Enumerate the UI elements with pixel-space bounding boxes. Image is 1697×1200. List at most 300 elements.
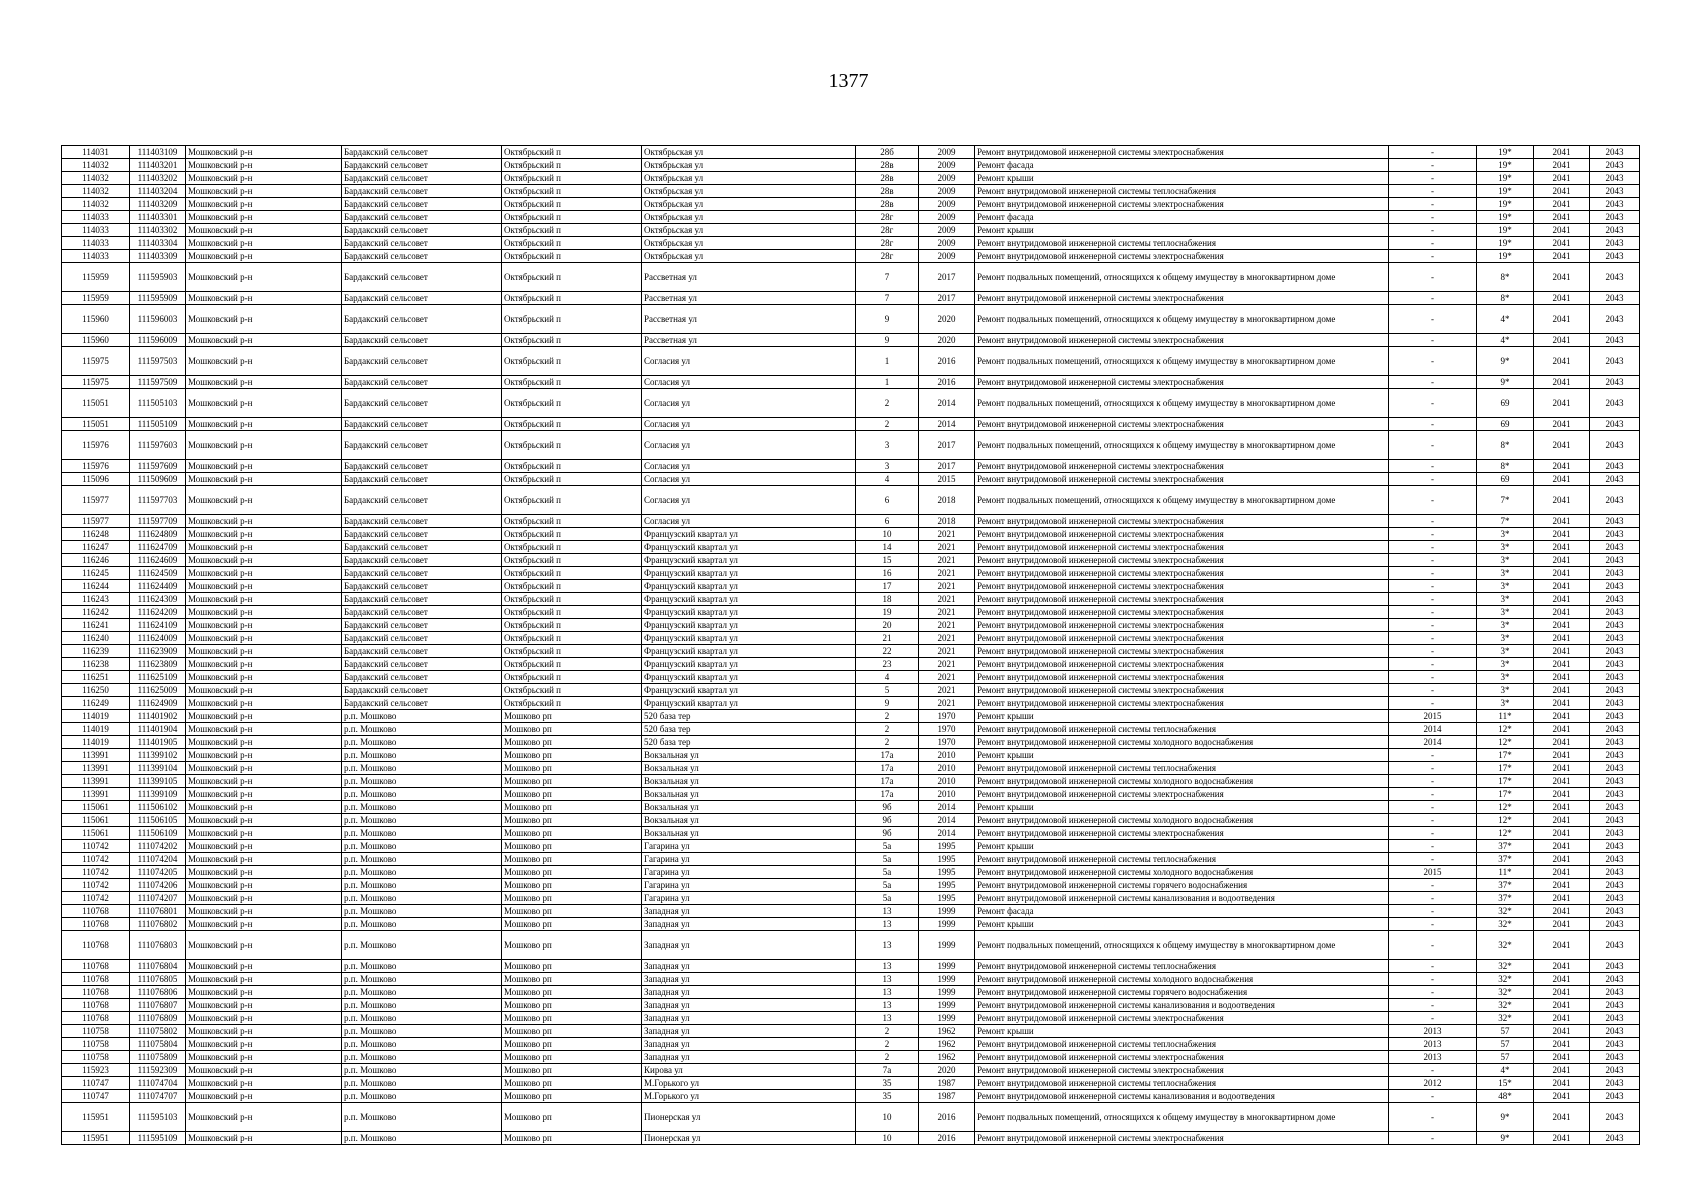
cell-plan-start-year: 2041: [1534, 684, 1590, 697]
cell-street: Октябрьская ул: [642, 185, 856, 198]
cell-plan-start-year: 2041: [1534, 1051, 1590, 1064]
cell-object-id: 115977: [62, 486, 130, 515]
cell-house-number: 5а: [856, 892, 919, 905]
cell-last-repair-year: -: [1389, 684, 1477, 697]
cell-object-id: 115977: [62, 515, 130, 528]
cell-plan-end-year: 2043: [1590, 554, 1640, 567]
cell-build-year: 2009: [919, 250, 975, 263]
cell-street: Французский квартал ул: [642, 619, 856, 632]
cell-last-repair-year: -: [1389, 918, 1477, 931]
table-row: [62, 528, 1640, 541]
cell-object-id: 114032: [62, 172, 130, 185]
cell-plan-start-year: 2041: [1534, 146, 1590, 159]
cell-plan-start-year: 2041: [1534, 198, 1590, 211]
cell-house-number: 13: [856, 973, 919, 986]
cell-work-type: Ремонт внутридомовой инженерной системы электроснабжения: [975, 632, 1389, 645]
cell-wear-percent: 12*: [1477, 814, 1534, 827]
cell-plan-start-year: 2041: [1534, 632, 1590, 645]
cell-locality: Октябрьский п: [502, 237, 642, 250]
cell-work-id: 111074204: [130, 853, 186, 866]
table-row: [62, 866, 1640, 879]
cell-build-year: 1999: [919, 905, 975, 918]
table-row: [62, 762, 1640, 775]
cell-plan-start-year: 2041: [1534, 775, 1590, 788]
cell-wear-percent: 69: [1477, 389, 1534, 418]
cell-locality: Мошково рп: [502, 918, 642, 931]
cell-house-number: 5а: [856, 853, 919, 866]
cell-plan-start-year: 2041: [1534, 905, 1590, 918]
cell-house-number: 6: [856, 515, 919, 528]
cell-work-type: Ремонт внутридомовой инженерной системы электроснабжения: [975, 292, 1389, 305]
cell-wear-percent: 15*: [1477, 1077, 1534, 1090]
cell-plan-end-year: 2043: [1590, 632, 1640, 645]
cell-work-id: 111624509: [130, 567, 186, 580]
cell-house-number: 10: [856, 1103, 919, 1132]
cell-wear-percent: 37*: [1477, 853, 1534, 866]
cell-build-year: 1962: [919, 1051, 975, 1064]
cell-object-id: 110768: [62, 1012, 130, 1025]
cell-wear-percent: 9*: [1477, 376, 1534, 389]
cell-work-id: 111624909: [130, 697, 186, 710]
table-row: [62, 1077, 1640, 1090]
cell-last-repair-year: -: [1389, 788, 1477, 801]
cell-object-id: 115051: [62, 389, 130, 418]
cell-wear-percent: 3*: [1477, 554, 1534, 567]
cell-build-year: 1970: [919, 710, 975, 723]
cell-build-year: 2014: [919, 827, 975, 840]
table-row: [62, 684, 1640, 697]
cell-district: Мошковский р-н: [186, 389, 342, 418]
cell-build-year: 2017: [919, 460, 975, 473]
cell-district: Мошковский р-н: [186, 1064, 342, 1077]
table-row: [62, 1090, 1640, 1103]
cell-work-type: Ремонт внутридомовой инженерной системы холодного водоснабжения: [975, 866, 1389, 879]
cell-build-year: 1987: [919, 1090, 975, 1103]
cell-plan-start-year: 2041: [1534, 749, 1590, 762]
cell-locality: Мошково рп: [502, 960, 642, 973]
cell-work-type: Ремонт внутридомовой инженерной системы электроснабжения: [975, 593, 1389, 606]
cell-settlement: Бардакский сельсовет: [342, 554, 502, 567]
cell-house-number: 13: [856, 960, 919, 973]
cell-plan-end-year: 2043: [1590, 250, 1640, 263]
cell-work-id: 111625109: [130, 671, 186, 684]
cell-wear-percent: 19*: [1477, 172, 1534, 185]
cell-build-year: 1962: [919, 1025, 975, 1038]
cell-plan-start-year: 2041: [1534, 960, 1590, 973]
cell-work-type: Ремонт внутридомовой инженерной системы канализования и водоотведения: [975, 892, 1389, 905]
cell-locality: Мошково рп: [502, 1103, 642, 1132]
cell-object-id: 110768: [62, 999, 130, 1012]
cell-settlement: Бардакский сельсовет: [342, 224, 502, 237]
cell-work-type: Ремонт внутридомовой инженерной системы электроснабжения: [975, 198, 1389, 211]
cell-object-id: 114032: [62, 159, 130, 172]
table-row: [62, 473, 1640, 486]
cell-build-year: 1970: [919, 723, 975, 736]
cell-last-repair-year: -: [1389, 1012, 1477, 1025]
cell-settlement: Бардакский сельсовет: [342, 250, 502, 263]
cell-locality: Октябрьский п: [502, 418, 642, 431]
cell-district: Мошковский р-н: [186, 619, 342, 632]
cell-wear-percent: 32*: [1477, 960, 1534, 973]
cell-street: Октябрьская ул: [642, 198, 856, 211]
cell-locality: Октябрьский п: [502, 159, 642, 172]
cell-plan-end-year: 2043: [1590, 788, 1640, 801]
cell-settlement: Бардакский сельсовет: [342, 263, 502, 292]
cell-work-id: 111506102: [130, 801, 186, 814]
cell-work-type: Ремонт внутридомовой инженерной системы электроснабжения: [975, 827, 1389, 840]
table-row: [62, 460, 1640, 473]
cell-plan-end-year: 2043: [1590, 580, 1640, 593]
cell-object-id: 114019: [62, 723, 130, 736]
cell-work-id: 111595109: [130, 1132, 186, 1145]
cell-object-id: 116240: [62, 632, 130, 645]
cell-locality: Октябрьский п: [502, 172, 642, 185]
cell-work-id: 111592309: [130, 1064, 186, 1077]
cell-plan-end-year: 2043: [1590, 528, 1640, 541]
cell-build-year: 2016: [919, 376, 975, 389]
cell-plan-end-year: 2043: [1590, 840, 1640, 853]
cell-settlement: р.п. Мошково: [342, 918, 502, 931]
cell-district: Мошковский р-н: [186, 606, 342, 619]
cell-house-number: 17а: [856, 788, 919, 801]
cell-street: Французский квартал ул: [642, 580, 856, 593]
cell-settlement: р.п. Мошково: [342, 999, 502, 1012]
cell-wear-percent: 3*: [1477, 580, 1534, 593]
cell-settlement: Бардакский сельсовет: [342, 645, 502, 658]
cell-wear-percent: 17*: [1477, 788, 1534, 801]
cell-work-type: Ремонт крыши: [975, 801, 1389, 814]
cell-work-id: 111624209: [130, 606, 186, 619]
cell-settlement: р.п. Мошково: [342, 1132, 502, 1145]
cell-street: Западная ул: [642, 1051, 856, 1064]
cell-last-repair-year: -: [1389, 250, 1477, 263]
cell-settlement: р.п. Мошково: [342, 1077, 502, 1090]
cell-locality: Октябрьский п: [502, 198, 642, 211]
cell-work-type: Ремонт внутридомовой инженерной системы электроснабжения: [975, 1132, 1389, 1145]
cell-object-id: 110768: [62, 960, 130, 973]
cell-build-year: 2017: [919, 292, 975, 305]
cell-plan-end-year: 2043: [1590, 486, 1640, 515]
cell-settlement: р.п. Мошково: [342, 1051, 502, 1064]
table-row: [62, 347, 1640, 376]
cell-build-year: 1999: [919, 960, 975, 973]
cell-plan-start-year: 2041: [1534, 814, 1590, 827]
cell-district: Мошковский р-н: [186, 723, 342, 736]
cell-street: Французский квартал ул: [642, 658, 856, 671]
cell-house-number: 28г: [856, 250, 919, 263]
cell-locality: Октябрьский п: [502, 473, 642, 486]
cell-work-type: Ремонт внутридомовой инженерной системы теплоснабжения: [975, 960, 1389, 973]
cell-plan-end-year: 2043: [1590, 827, 1640, 840]
cell-build-year: 2014: [919, 418, 975, 431]
cell-build-year: 2017: [919, 431, 975, 460]
table-row: [62, 159, 1640, 172]
cell-locality: Октябрьский п: [502, 554, 642, 567]
cell-locality: Мошково рп: [502, 986, 642, 999]
cell-street: Французский квартал ул: [642, 528, 856, 541]
cell-house-number: 15: [856, 554, 919, 567]
cell-locality: Мошково рп: [502, 788, 642, 801]
cell-plan-start-year: 2041: [1534, 723, 1590, 736]
table-row: [62, 973, 1640, 986]
cell-wear-percent: 11*: [1477, 710, 1534, 723]
cell-house-number: 5а: [856, 879, 919, 892]
cell-street: М.Горького ул: [642, 1077, 856, 1090]
cell-wear-percent: 9*: [1477, 1132, 1534, 1145]
cell-plan-end-year: 2043: [1590, 905, 1640, 918]
table-row: [62, 554, 1640, 567]
cell-build-year: 2021: [919, 541, 975, 554]
cell-object-id: 116239: [62, 645, 130, 658]
cell-last-repair-year: -: [1389, 528, 1477, 541]
cell-district: Мошковский р-н: [186, 486, 342, 515]
cell-district: Мошковский р-н: [186, 1077, 342, 1090]
cell-last-repair-year: -: [1389, 347, 1477, 376]
table-row: [62, 879, 1640, 892]
cell-wear-percent: 8*: [1477, 263, 1534, 292]
cell-last-repair-year: -: [1389, 658, 1477, 671]
cell-work-id: 111076809: [130, 1012, 186, 1025]
cell-work-type: Ремонт внутридомовой инженерной системы холодного водоснабжения: [975, 775, 1389, 788]
cell-work-id: 111624109: [130, 619, 186, 632]
cell-wear-percent: 8*: [1477, 292, 1534, 305]
cell-house-number: 28в: [856, 198, 919, 211]
table-row: [62, 237, 1640, 250]
cell-plan-start-year: 2041: [1534, 376, 1590, 389]
cell-street: Октябрьская ул: [642, 211, 856, 224]
cell-wear-percent: 12*: [1477, 723, 1534, 736]
cell-wear-percent: 32*: [1477, 931, 1534, 960]
cell-street: 520 база тер: [642, 723, 856, 736]
cell-last-repair-year: -: [1389, 1090, 1477, 1103]
cell-plan-end-year: 2043: [1590, 710, 1640, 723]
cell-settlement: р.п. Мошково: [342, 905, 502, 918]
cell-settlement: р.п. Мошково: [342, 973, 502, 986]
cell-plan-end-year: 2043: [1590, 801, 1640, 814]
cell-locality: Октябрьский п: [502, 541, 642, 554]
cell-build-year: 2020: [919, 1064, 975, 1077]
cell-last-repair-year: 2014: [1389, 736, 1477, 749]
cell-work-id: 111624609: [130, 554, 186, 567]
cell-plan-end-year: 2043: [1590, 292, 1640, 305]
cell-object-id: 116238: [62, 658, 130, 671]
cell-house-number: 3: [856, 460, 919, 473]
cell-plan-end-year: 2043: [1590, 960, 1640, 973]
cell-plan-end-year: 2043: [1590, 515, 1640, 528]
cell-house-number: 19: [856, 606, 919, 619]
cell-district: Мошковский р-н: [186, 814, 342, 827]
cell-plan-start-year: 2041: [1534, 541, 1590, 554]
cell-locality: Октябрьский п: [502, 486, 642, 515]
cell-settlement: р.п. Мошково: [342, 866, 502, 879]
cell-work-type: Ремонт внутридомовой инженерной системы электроснабжения: [975, 1064, 1389, 1077]
cell-district: Мошковский р-н: [186, 593, 342, 606]
cell-district: Мошковский р-н: [186, 567, 342, 580]
cell-last-repair-year: -: [1389, 418, 1477, 431]
cell-last-repair-year: -: [1389, 973, 1477, 986]
cell-work-type: Ремонт внутридомовой инженерной системы электроснабжения: [975, 684, 1389, 697]
table-row: [62, 567, 1640, 580]
cell-work-id: 111399102: [130, 749, 186, 762]
table-row: [62, 986, 1640, 999]
cell-last-repair-year: -: [1389, 697, 1477, 710]
cell-last-repair-year: -: [1389, 1132, 1477, 1145]
cell-settlement: Бардакский сельсовет: [342, 473, 502, 486]
cell-plan-start-year: 2041: [1534, 1012, 1590, 1025]
cell-wear-percent: 19*: [1477, 224, 1534, 237]
cell-last-repair-year: -: [1389, 515, 1477, 528]
cell-locality: Мошково рп: [502, 723, 642, 736]
cell-wear-percent: 9*: [1477, 347, 1534, 376]
cell-house-number: 7: [856, 263, 919, 292]
cell-district: Мошковский р-н: [186, 146, 342, 159]
cell-house-number: 17а: [856, 775, 919, 788]
cell-work-id: 111075802: [130, 1025, 186, 1038]
cell-settlement: Бардакский сельсовет: [342, 593, 502, 606]
cell-street: Западная ул: [642, 1025, 856, 1038]
cell-work-type: Ремонт подвальных помещений, относящихся к общему имуществу в многоквартирном доме: [975, 931, 1389, 960]
cell-house-number: 2: [856, 736, 919, 749]
cell-build-year: 2015: [919, 473, 975, 486]
cell-locality: Мошково рп: [502, 1132, 642, 1145]
cell-wear-percent: 32*: [1477, 999, 1534, 1012]
cell-plan-end-year: 2043: [1590, 999, 1640, 1012]
cell-last-repair-year: -: [1389, 775, 1477, 788]
cell-house-number: 13: [856, 1012, 919, 1025]
cell-plan-end-year: 2043: [1590, 172, 1640, 185]
cell-build-year: 2010: [919, 788, 975, 801]
cell-object-id: 115061: [62, 814, 130, 827]
cell-plan-start-year: 2041: [1534, 418, 1590, 431]
cell-wear-percent: 3*: [1477, 541, 1534, 554]
cell-street: Гагарина ул: [642, 866, 856, 879]
cell-house-number: 28в: [856, 172, 919, 185]
cell-district: Мошковский р-н: [186, 376, 342, 389]
cell-house-number: 28б: [856, 146, 919, 159]
cell-house-number: 17: [856, 580, 919, 593]
cell-house-number: 18: [856, 593, 919, 606]
cell-settlement: Бардакский сельсовет: [342, 606, 502, 619]
cell-work-id: 111505103: [130, 389, 186, 418]
cell-settlement: Бардакский сельсовет: [342, 237, 502, 250]
cell-last-repair-year: -: [1389, 762, 1477, 775]
cell-object-id: 116245: [62, 567, 130, 580]
cell-work-id: 111074207: [130, 892, 186, 905]
cell-work-type: Ремонт внутридомовой инженерной системы теплоснабжения: [975, 853, 1389, 866]
cell-work-type: Ремонт внутридомовой инженерной системы теплоснабжения: [975, 185, 1389, 198]
cell-work-id: 111403309: [130, 250, 186, 263]
cell-plan-start-year: 2041: [1534, 211, 1590, 224]
cell-district: Мошковский р-н: [186, 580, 342, 593]
cell-locality: Мошково рп: [502, 1012, 642, 1025]
cell-work-type: Ремонт внутридомовой инженерной системы электроснабжения: [975, 697, 1389, 710]
cell-plan-start-year: 2041: [1534, 593, 1590, 606]
table-row: [62, 1038, 1640, 1051]
cell-house-number: 5а: [856, 866, 919, 879]
cell-build-year: 2009: [919, 146, 975, 159]
cell-wear-percent: 19*: [1477, 159, 1534, 172]
cell-work-type: Ремонт внутридомовой инженерной системы электроснабжения: [975, 658, 1389, 671]
cell-locality: Мошково рп: [502, 762, 642, 775]
cell-plan-start-year: 2041: [1534, 224, 1590, 237]
cell-plan-end-year: 2043: [1590, 224, 1640, 237]
cell-object-id: 110758: [62, 1038, 130, 1051]
cell-plan-start-year: 2041: [1534, 159, 1590, 172]
cell-street: Западная ул: [642, 973, 856, 986]
cell-last-repair-year: -: [1389, 960, 1477, 973]
cell-object-id: 116248: [62, 528, 130, 541]
cell-wear-percent: 32*: [1477, 918, 1534, 931]
cell-last-repair-year: -: [1389, 986, 1477, 999]
cell-last-repair-year: 2012: [1389, 1077, 1477, 1090]
cell-build-year: 1995: [919, 892, 975, 905]
cell-build-year: 2018: [919, 486, 975, 515]
cell-wear-percent: 3*: [1477, 528, 1534, 541]
cell-district: Мошковский р-н: [186, 1025, 342, 1038]
table-row: [62, 1132, 1640, 1145]
cell-wear-percent: 32*: [1477, 905, 1534, 918]
cell-plan-end-year: 2043: [1590, 1090, 1640, 1103]
cell-plan-start-year: 2041: [1534, 892, 1590, 905]
cell-build-year: 1995: [919, 866, 975, 879]
cell-work-id: 111075809: [130, 1051, 186, 1064]
cell-locality: Октябрьский п: [502, 376, 642, 389]
cell-work-type: Ремонт внутридомовой инженерной системы теплоснабжения: [975, 723, 1389, 736]
cell-build-year: 2020: [919, 334, 975, 347]
cell-locality: Мошково рп: [502, 999, 642, 1012]
cell-street: Рассветная ул: [642, 334, 856, 347]
cell-wear-percent: 12*: [1477, 827, 1534, 840]
cell-work-type: Ремонт крыши: [975, 1025, 1389, 1038]
cell-wear-percent: 19*: [1477, 198, 1534, 211]
cell-house-number: 2: [856, 418, 919, 431]
table-row: [62, 1025, 1640, 1038]
cell-settlement: р.п. Мошково: [342, 788, 502, 801]
table-row: [62, 211, 1640, 224]
cell-street: Вокзальная ул: [642, 749, 856, 762]
cell-district: Мошковский р-н: [186, 473, 342, 486]
cell-wear-percent: 37*: [1477, 879, 1534, 892]
cell-plan-end-year: 2043: [1590, 986, 1640, 999]
cell-object-id: 116247: [62, 541, 130, 554]
cell-street: Рассветная ул: [642, 263, 856, 292]
cell-street: М.Горького ул: [642, 1090, 856, 1103]
cell-locality: Мошково рп: [502, 801, 642, 814]
cell-district: Мошковский р-н: [186, 671, 342, 684]
cell-last-repair-year: -: [1389, 224, 1477, 237]
cell-house-number: 35: [856, 1090, 919, 1103]
cell-work-type: Ремонт внутридомовой инженерной системы электроснабжения: [975, 645, 1389, 658]
cell-work-type: Ремонт внутридомовой инженерной системы электроснабжения: [975, 460, 1389, 473]
cell-object-id: 114033: [62, 250, 130, 263]
cell-object-id: 114033: [62, 237, 130, 250]
cell-district: Мошковский р-н: [186, 224, 342, 237]
cell-locality: Мошково рп: [502, 814, 642, 827]
cell-district: Мошковский р-н: [186, 198, 342, 211]
cell-plan-end-year: 2043: [1590, 814, 1640, 827]
cell-plan-end-year: 2043: [1590, 853, 1640, 866]
cell-street: Французский квартал ул: [642, 541, 856, 554]
cell-plan-start-year: 2041: [1534, 1090, 1590, 1103]
cell-build-year: 2010: [919, 749, 975, 762]
cell-work-type: Ремонт крыши: [975, 840, 1389, 853]
cell-district: Мошковский р-н: [186, 334, 342, 347]
cell-plan-end-year: 2043: [1590, 347, 1640, 376]
cell-work-id: 111403201: [130, 159, 186, 172]
cell-house-number: 28в: [856, 185, 919, 198]
cell-work-type: Ремонт внутридомовой инженерной системы электроснабжения: [975, 788, 1389, 801]
cell-plan-end-year: 2043: [1590, 892, 1640, 905]
